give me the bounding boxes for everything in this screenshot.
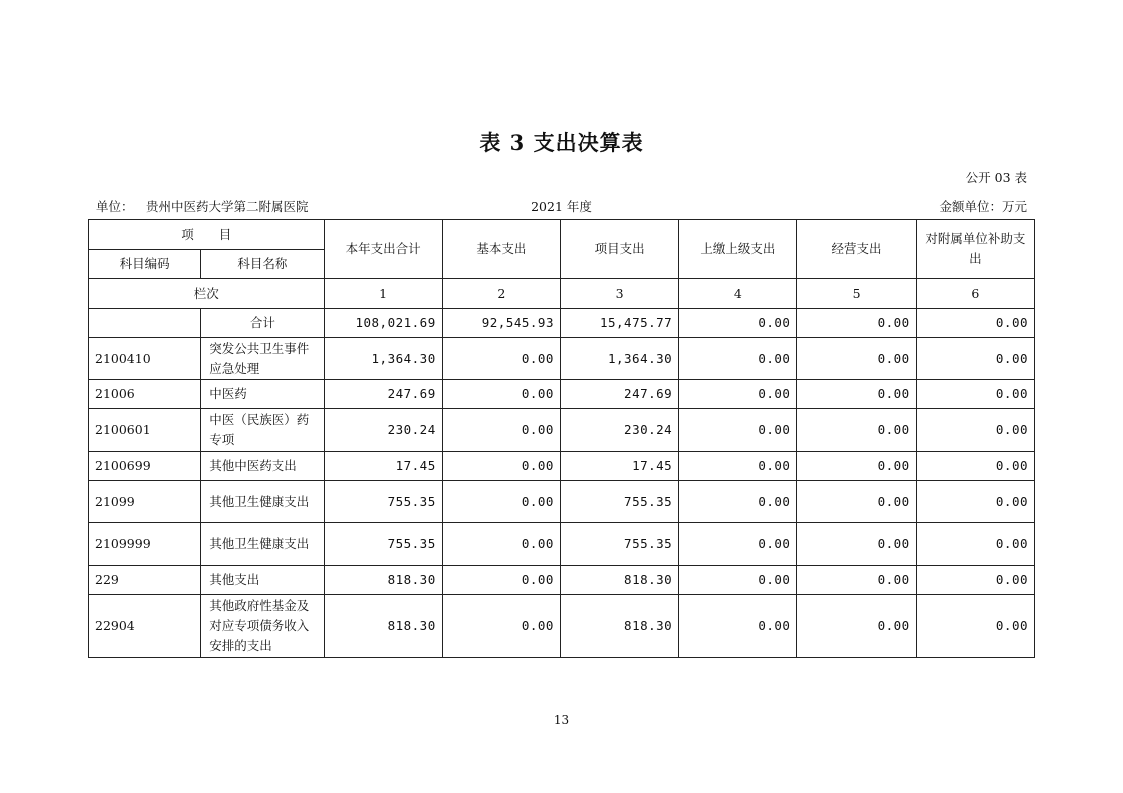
amount-unit: 金额单位：万元 — [939, 199, 1027, 214]
row-value: 0.00 — [442, 409, 560, 452]
row-index-label: 栏次 — [89, 279, 325, 309]
total-label: 合计 — [201, 309, 324, 338]
total-value: 0.00 — [679, 309, 797, 338]
row-value: 0.00 — [797, 566, 916, 595]
header-item: 项 目 — [89, 220, 325, 250]
total-row — [89, 309, 1035, 338]
header-col-total: 本年支出合计 — [324, 220, 442, 279]
row-code: 2100601 — [89, 409, 201, 452]
row-value: 0.00 — [442, 595, 560, 658]
row-value: 818.30 — [324, 595, 442, 658]
unit-label: 单位： — [96, 199, 134, 214]
row-value: 755.35 — [560, 481, 678, 523]
row-value: 0.00 — [916, 566, 1034, 595]
table-row — [89, 409, 1035, 452]
row-value: 818.30 — [560, 595, 678, 658]
form-code: 公开 03 表 — [965, 170, 1027, 185]
total-value: 92,545.93 — [442, 309, 560, 338]
row-value: 230.24 — [560, 409, 678, 452]
row-value: 0.00 — [442, 452, 560, 481]
row-code: 22904 — [89, 595, 201, 658]
row-value: 0.00 — [442, 380, 560, 409]
row-value: 0.00 — [916, 452, 1034, 481]
row-name: 其他卫生健康支出 — [201, 523, 324, 566]
total-code-cell — [89, 309, 201, 338]
row-value: 0.00 — [916, 409, 1034, 452]
table-row — [89, 523, 1035, 566]
row-value: 818.30 — [324, 566, 442, 595]
col-index: 5 — [797, 279, 916, 309]
row-code: 2109999 — [89, 523, 201, 566]
table-row — [89, 595, 1035, 658]
row-name: 中医药 — [201, 380, 324, 409]
row-value: 0.00 — [916, 595, 1034, 658]
row-value: 0.00 — [916, 523, 1034, 566]
row-value: 0.00 — [679, 481, 797, 523]
fiscal-year: 2021 年度 — [531, 199, 592, 214]
table-row — [89, 452, 1035, 481]
row-value: 17.45 — [560, 452, 678, 481]
total-value: 0.00 — [916, 309, 1034, 338]
row-value: 0.00 — [679, 452, 797, 481]
row-value: 0.00 — [797, 452, 916, 481]
total-value: 15,475.77 — [560, 309, 678, 338]
row-value: 0.00 — [916, 380, 1034, 409]
row-value: 0.00 — [679, 566, 797, 595]
row-code: 2100410 — [89, 338, 201, 380]
header-col-subsidiary-subsidy: 对附属单位补助支出 — [916, 220, 1034, 279]
row-value: 0.00 — [797, 338, 916, 380]
row-value: 0.00 — [797, 481, 916, 523]
row-code: 21006 — [89, 380, 201, 409]
table-title: 表 3 支出决算表 — [479, 130, 644, 155]
page-number: 13 — [553, 713, 570, 727]
row-value: 0.00 — [797, 409, 916, 452]
row-value: 0.00 — [679, 595, 797, 658]
row-value: 755.35 — [324, 523, 442, 566]
row-value: 0.00 — [442, 566, 560, 595]
col-index: 1 — [324, 279, 442, 309]
row-name: 中医（民族医）药专项 — [201, 409, 324, 452]
row-value: 755.35 — [324, 481, 442, 523]
row-value: 17.45 — [324, 452, 442, 481]
row-value: 0.00 — [442, 523, 560, 566]
row-value: 0.00 — [916, 481, 1034, 523]
row-name: 其他政府性基金及对应专项债务收入安排的支出 — [201, 595, 324, 658]
header-col-remit-superior: 上缴上级支出 — [679, 220, 797, 279]
expenditure-table — [88, 219, 1035, 658]
unit-name: 贵州中医药大学第二附属医院 — [146, 199, 309, 214]
table-row — [89, 338, 1035, 380]
row-value: 230.24 — [324, 409, 442, 452]
header-code: 科目编码 — [89, 250, 201, 279]
row-name: 其他支出 — [201, 566, 324, 595]
row-value: 0.00 — [797, 523, 916, 566]
row-value: 1,364.30 — [560, 338, 678, 380]
row-value: 0.00 — [442, 338, 560, 380]
table-row — [89, 380, 1035, 409]
total-value: 0.00 — [797, 309, 916, 338]
row-value: 755.35 — [560, 523, 678, 566]
row-value: 0.00 — [679, 380, 797, 409]
row-value: 0.00 — [797, 380, 916, 409]
row-name: 其他卫生健康支出 — [201, 481, 324, 523]
row-value: 0.00 — [679, 338, 797, 380]
col-index: 6 — [916, 279, 1034, 309]
header-col-basic: 基本支出 — [442, 220, 560, 279]
row-code: 229 — [89, 566, 201, 595]
row-value: 247.69 — [560, 380, 678, 409]
row-value: 0.00 — [679, 409, 797, 452]
row-name: 其他中医药支出 — [201, 452, 324, 481]
header-name: 科目名称 — [201, 250, 324, 279]
row-code: 21099 — [89, 481, 201, 523]
col-index: 3 — [560, 279, 678, 309]
row-value: 0.00 — [442, 481, 560, 523]
col-index: 2 — [442, 279, 560, 309]
header-col-operating: 经营支出 — [797, 220, 916, 279]
row-value: 0.00 — [679, 523, 797, 566]
row-code: 2100699 — [89, 452, 201, 481]
total-value: 108,021.69 — [324, 309, 442, 338]
row-value: 0.00 — [916, 338, 1034, 380]
table-row — [89, 481, 1035, 523]
table-row — [89, 566, 1035, 595]
row-value: 818.30 — [560, 566, 678, 595]
row-name: 突发公共卫生事件应急处理 — [201, 338, 324, 380]
row-value: 247.69 — [324, 380, 442, 409]
header-col-project: 项目支出 — [560, 220, 678, 279]
row-value: 1,364.30 — [324, 338, 442, 380]
row-value: 0.00 — [797, 595, 916, 658]
col-index: 4 — [679, 279, 797, 309]
